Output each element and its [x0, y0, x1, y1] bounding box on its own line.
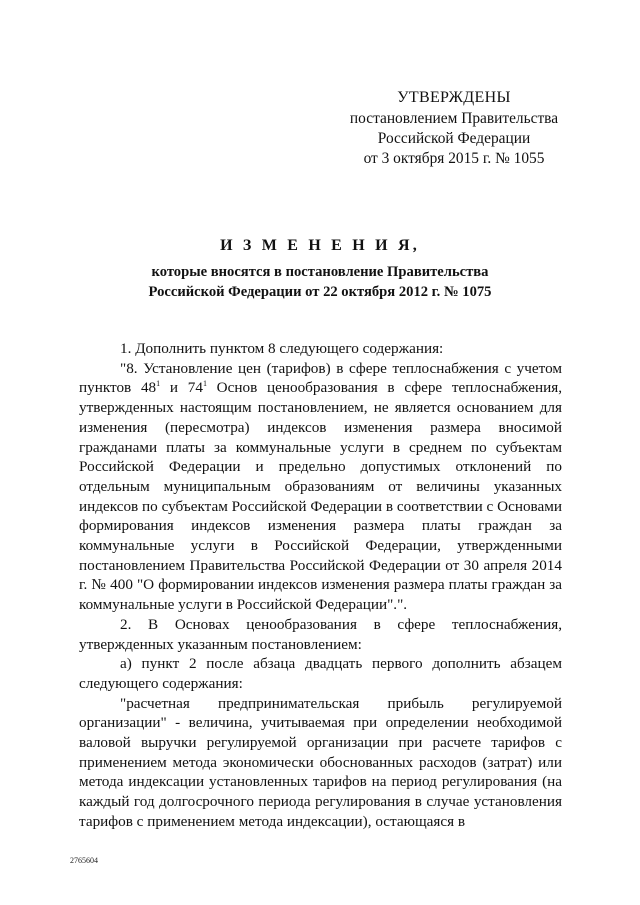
paragraph-5: "расчетная предпринимательская прибыль регулируемой организации" - величина, учитываемая при определении необходимой валовой выручки регулируемой организации при расчете тарифов с применением метода экономически обоснованных расходов (затрат) или метода индексации установленных тарифов на период регулирования (на каждый год долгосрочного периода регулирования в случае установления тарифов с применением метода индексации), остающаяся в [79, 694, 562, 830]
paragraph-2-end: Основ ценообразования в сфере теплоснабжения, утвержденных настоящим постановлением, не является основанием для изменения (пересмотра) индексов изменения размера вносимой гражданами платы за коммунальные услуги в среднем по субъектам Российской Федерации и предельно допустимых отклонений по отдельным муниципальным образованиям от величины указанных индексов по субъектам Российской Федерации в соответствии с Основами формирования индексов изменения размера платы граждан за коммунальные услуги в Российской Федерации, утвержденными постановлением Правительства Российской Федерации от 30 апреля 2014 г. № 400 "О формировании индексов изменения размера платы граждан за коммунальные услуги в Российской Федерации".". [79, 379, 562, 614]
superscript-1: 1 [156, 379, 161, 389]
approval-heading: УТВЕРЖДЕНЫ [397, 89, 511, 106]
document-code: 2765604 [70, 856, 98, 865]
paragraph-3: 2. В Основах ценообразования в сфере теплоснабжения, утвержденных указанным постановлением: [79, 615, 562, 653]
approval-line-3: от 3 октября 2015 г. № 1055 [363, 150, 545, 167]
paragraph-2-start: "8. Установление цен (тарифов) в сфере теплоснабжения с учетом пунктов 48 [79, 359, 562, 397]
approval-line-1: постановлением Правительства [349, 110, 559, 127]
paragraph-4: а) пункт 2 после абзаца двадцать первого дополнить абзацем следующего содержания: [79, 655, 562, 692]
document-subtitle [100, 262, 540, 302]
approval-stamp [340, 88, 568, 169]
subtitle-line-2: Российской Федерации от 22 октября 2012 г. № 1075 [148, 284, 492, 300]
approval-line-2: Российской Федерации [377, 130, 531, 147]
document-body [79, 339, 562, 832]
paragraph-2 [79, 359, 562, 615]
superscript-2: 1 [202, 379, 207, 389]
subtitle-line-1: которые вносятся в постановление Правительства [151, 264, 489, 280]
paragraph-1: 1. Дополнить пунктом 8 следующего содержания: [120, 340, 444, 357]
paragraph-2-mid: и 74 [160, 379, 203, 397]
document-title: И З М Е Н Е Н И Я, [220, 237, 420, 254]
